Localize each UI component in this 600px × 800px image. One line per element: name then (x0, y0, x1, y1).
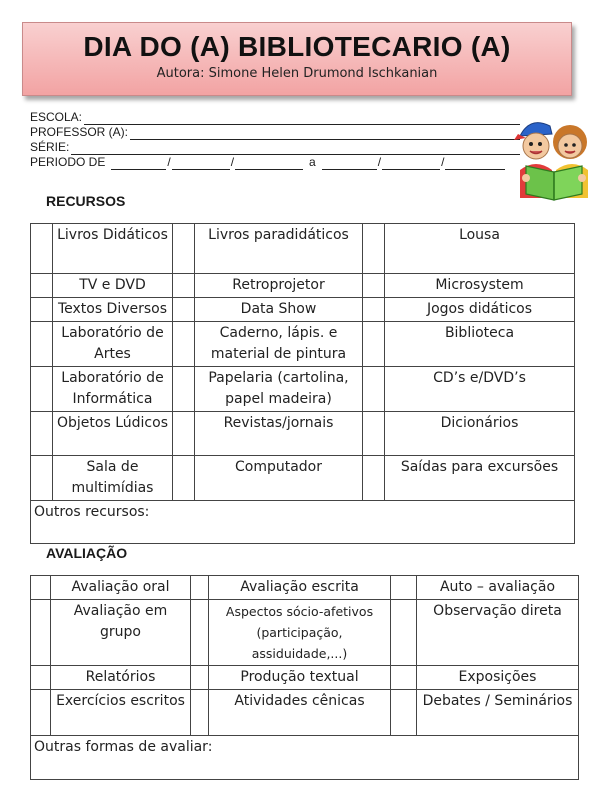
checkbox-cell[interactable] (31, 274, 53, 298)
outras-formas-field[interactable]: Outras formas de avaliar: (31, 736, 579, 780)
periodo-day-start[interactable] (111, 158, 166, 170)
checkbox-cell[interactable] (363, 322, 385, 367)
professor-field[interactable] (30, 125, 520, 140)
checkbox-cell[interactable] (31, 600, 51, 666)
checkbox-cell[interactable] (191, 576, 209, 600)
evaluation-item: Auto – avaliação (417, 576, 579, 600)
resource-item: Computador (195, 456, 363, 501)
checkbox-cell[interactable] (191, 600, 209, 666)
resource-item: Jogos didáticos (385, 298, 575, 322)
checkbox-cell[interactable] (391, 576, 417, 600)
evaluation-item: Atividades cênicas (209, 690, 391, 736)
escola-label: ESCOLA: (30, 110, 83, 124)
checkbox-cell[interactable] (173, 322, 195, 367)
periodo-label: PERIODO DE (30, 155, 106, 169)
checkbox-cell[interactable] (363, 298, 385, 322)
title-banner (22, 22, 572, 96)
table-row (31, 412, 575, 456)
resource-item: TV e DVD (53, 274, 173, 298)
table-row (31, 690, 579, 736)
table-row (31, 600, 579, 666)
checkbox-cell[interactable] (363, 274, 385, 298)
periodo-month-end[interactable] (382, 158, 440, 170)
evaluation-item: Exercícios escritos (51, 690, 191, 736)
checkbox-cell[interactable] (173, 412, 195, 456)
periodo-year-end[interactable] (445, 158, 505, 170)
professor-line[interactable] (130, 128, 520, 140)
checkbox-cell[interactable] (391, 690, 417, 736)
checkbox-cell[interactable] (173, 224, 195, 274)
serie-line[interactable] (71, 143, 520, 155)
evaluation-item: Aspectos sócio-afetivos (participação, assiduidade,...) (209, 600, 391, 666)
table-row (31, 736, 579, 780)
table-row (31, 456, 575, 501)
date-separator: / (377, 155, 382, 169)
table-row (31, 501, 575, 544)
evaluation-item: Avaliação oral (51, 576, 191, 600)
escola-field[interactable] (30, 110, 520, 125)
resource-item: Saídas para excursões (385, 456, 575, 501)
table-row (31, 666, 579, 690)
evaluation-item: Avaliação escrita (209, 576, 391, 600)
checkbox-cell[interactable] (31, 298, 53, 322)
checkbox-cell[interactable] (31, 367, 53, 412)
table-row (31, 576, 579, 600)
serie-field[interactable] (30, 140, 520, 155)
resource-item: Textos Diversos (53, 298, 173, 322)
serie-label: SÉRIE: (30, 140, 70, 154)
resource-item: Microsystem (385, 274, 575, 298)
recursos-heading: RECURSOS (46, 193, 126, 209)
evaluation-item: Exposições (417, 666, 579, 690)
checkbox-cell[interactable] (191, 666, 209, 690)
resource-item: Dicionários (385, 412, 575, 456)
date-separator: / (230, 155, 235, 169)
table-row (31, 367, 575, 412)
checkbox-cell[interactable] (173, 298, 195, 322)
resource-item: Laboratório de Artes (53, 322, 173, 367)
evaluation-item: Avaliação em grupo (51, 600, 191, 666)
evaluation-item: Relatórios (51, 666, 191, 690)
resource-item: Lousa (385, 224, 575, 274)
evaluation-item: Produção textual (209, 666, 391, 690)
checkbox-cell[interactable] (31, 576, 51, 600)
checkbox-cell[interactable] (191, 690, 209, 736)
checkbox-cell[interactable] (363, 456, 385, 501)
professor-label: PROFESSOR (A): (30, 125, 129, 139)
resource-item: Caderno, lápis. e material de pintura (195, 322, 363, 367)
resource-item: Laboratório de Informática (53, 367, 173, 412)
checkbox-cell[interactable] (31, 322, 53, 367)
resource-item: Data Show (195, 298, 363, 322)
table-row (31, 298, 575, 322)
checkbox-cell[interactable] (391, 666, 417, 690)
resource-item: CD’s e/DVD’s (385, 367, 575, 412)
avaliacao-table (30, 575, 579, 780)
page-title: DIA DO (A) BIBLIOTECARIO (A) (83, 31, 511, 62)
resource-item: Livros Didáticos (53, 224, 173, 274)
avaliacao-heading: AVALIAÇÃO (46, 545, 128, 561)
author-line: Autora: Simone Helen Drumond Ischkanian (156, 66, 438, 81)
outros-recursos-field[interactable]: Outros recursos: (31, 501, 575, 544)
resource-item: Papelaria (cartolina, papel madeira) (195, 367, 363, 412)
periodo-year-start[interactable] (235, 158, 303, 170)
recursos-table (30, 223, 575, 544)
periodo-month-start[interactable] (172, 158, 230, 170)
checkbox-cell[interactable] (31, 456, 53, 501)
checkbox-cell[interactable] (31, 412, 53, 456)
table-row (31, 322, 575, 367)
checkbox-cell[interactable] (363, 224, 385, 274)
header-fields (30, 110, 520, 170)
resource-item: Objetos Lúdicos (53, 412, 173, 456)
escola-line[interactable] (84, 113, 520, 125)
resource-item: Sala de multimídias (53, 456, 173, 501)
checkbox-cell[interactable] (363, 412, 385, 456)
table-row (31, 274, 575, 298)
date-separator: / (441, 155, 445, 169)
table-row (31, 224, 575, 274)
date-separator: / (167, 155, 171, 169)
resource-item: Biblioteca (385, 322, 575, 367)
resource-item: Revistas/jornais (195, 412, 363, 456)
checkbox-cell[interactable] (31, 666, 51, 690)
children-reading-icon (512, 114, 596, 204)
periodo-day-end[interactable] (322, 158, 377, 170)
checkbox-cell[interactable] (391, 600, 417, 666)
checkbox-cell[interactable] (31, 224, 53, 274)
checkbox-cell[interactable] (173, 274, 195, 298)
resource-item: Retroprojetor (195, 274, 363, 298)
checkbox-cell[interactable] (363, 367, 385, 412)
evaluation-item: Debates / Seminários (417, 690, 579, 736)
evaluation-item: Observação direta (417, 600, 579, 666)
checkbox-cell[interactable] (31, 690, 51, 736)
checkbox-cell[interactable] (173, 456, 195, 501)
checkbox-cell[interactable] (173, 367, 195, 412)
periodo-a-label: a (309, 155, 316, 169)
periodo-field[interactable] (30, 155, 520, 170)
resource-item: Livros paradidáticos (195, 224, 363, 274)
